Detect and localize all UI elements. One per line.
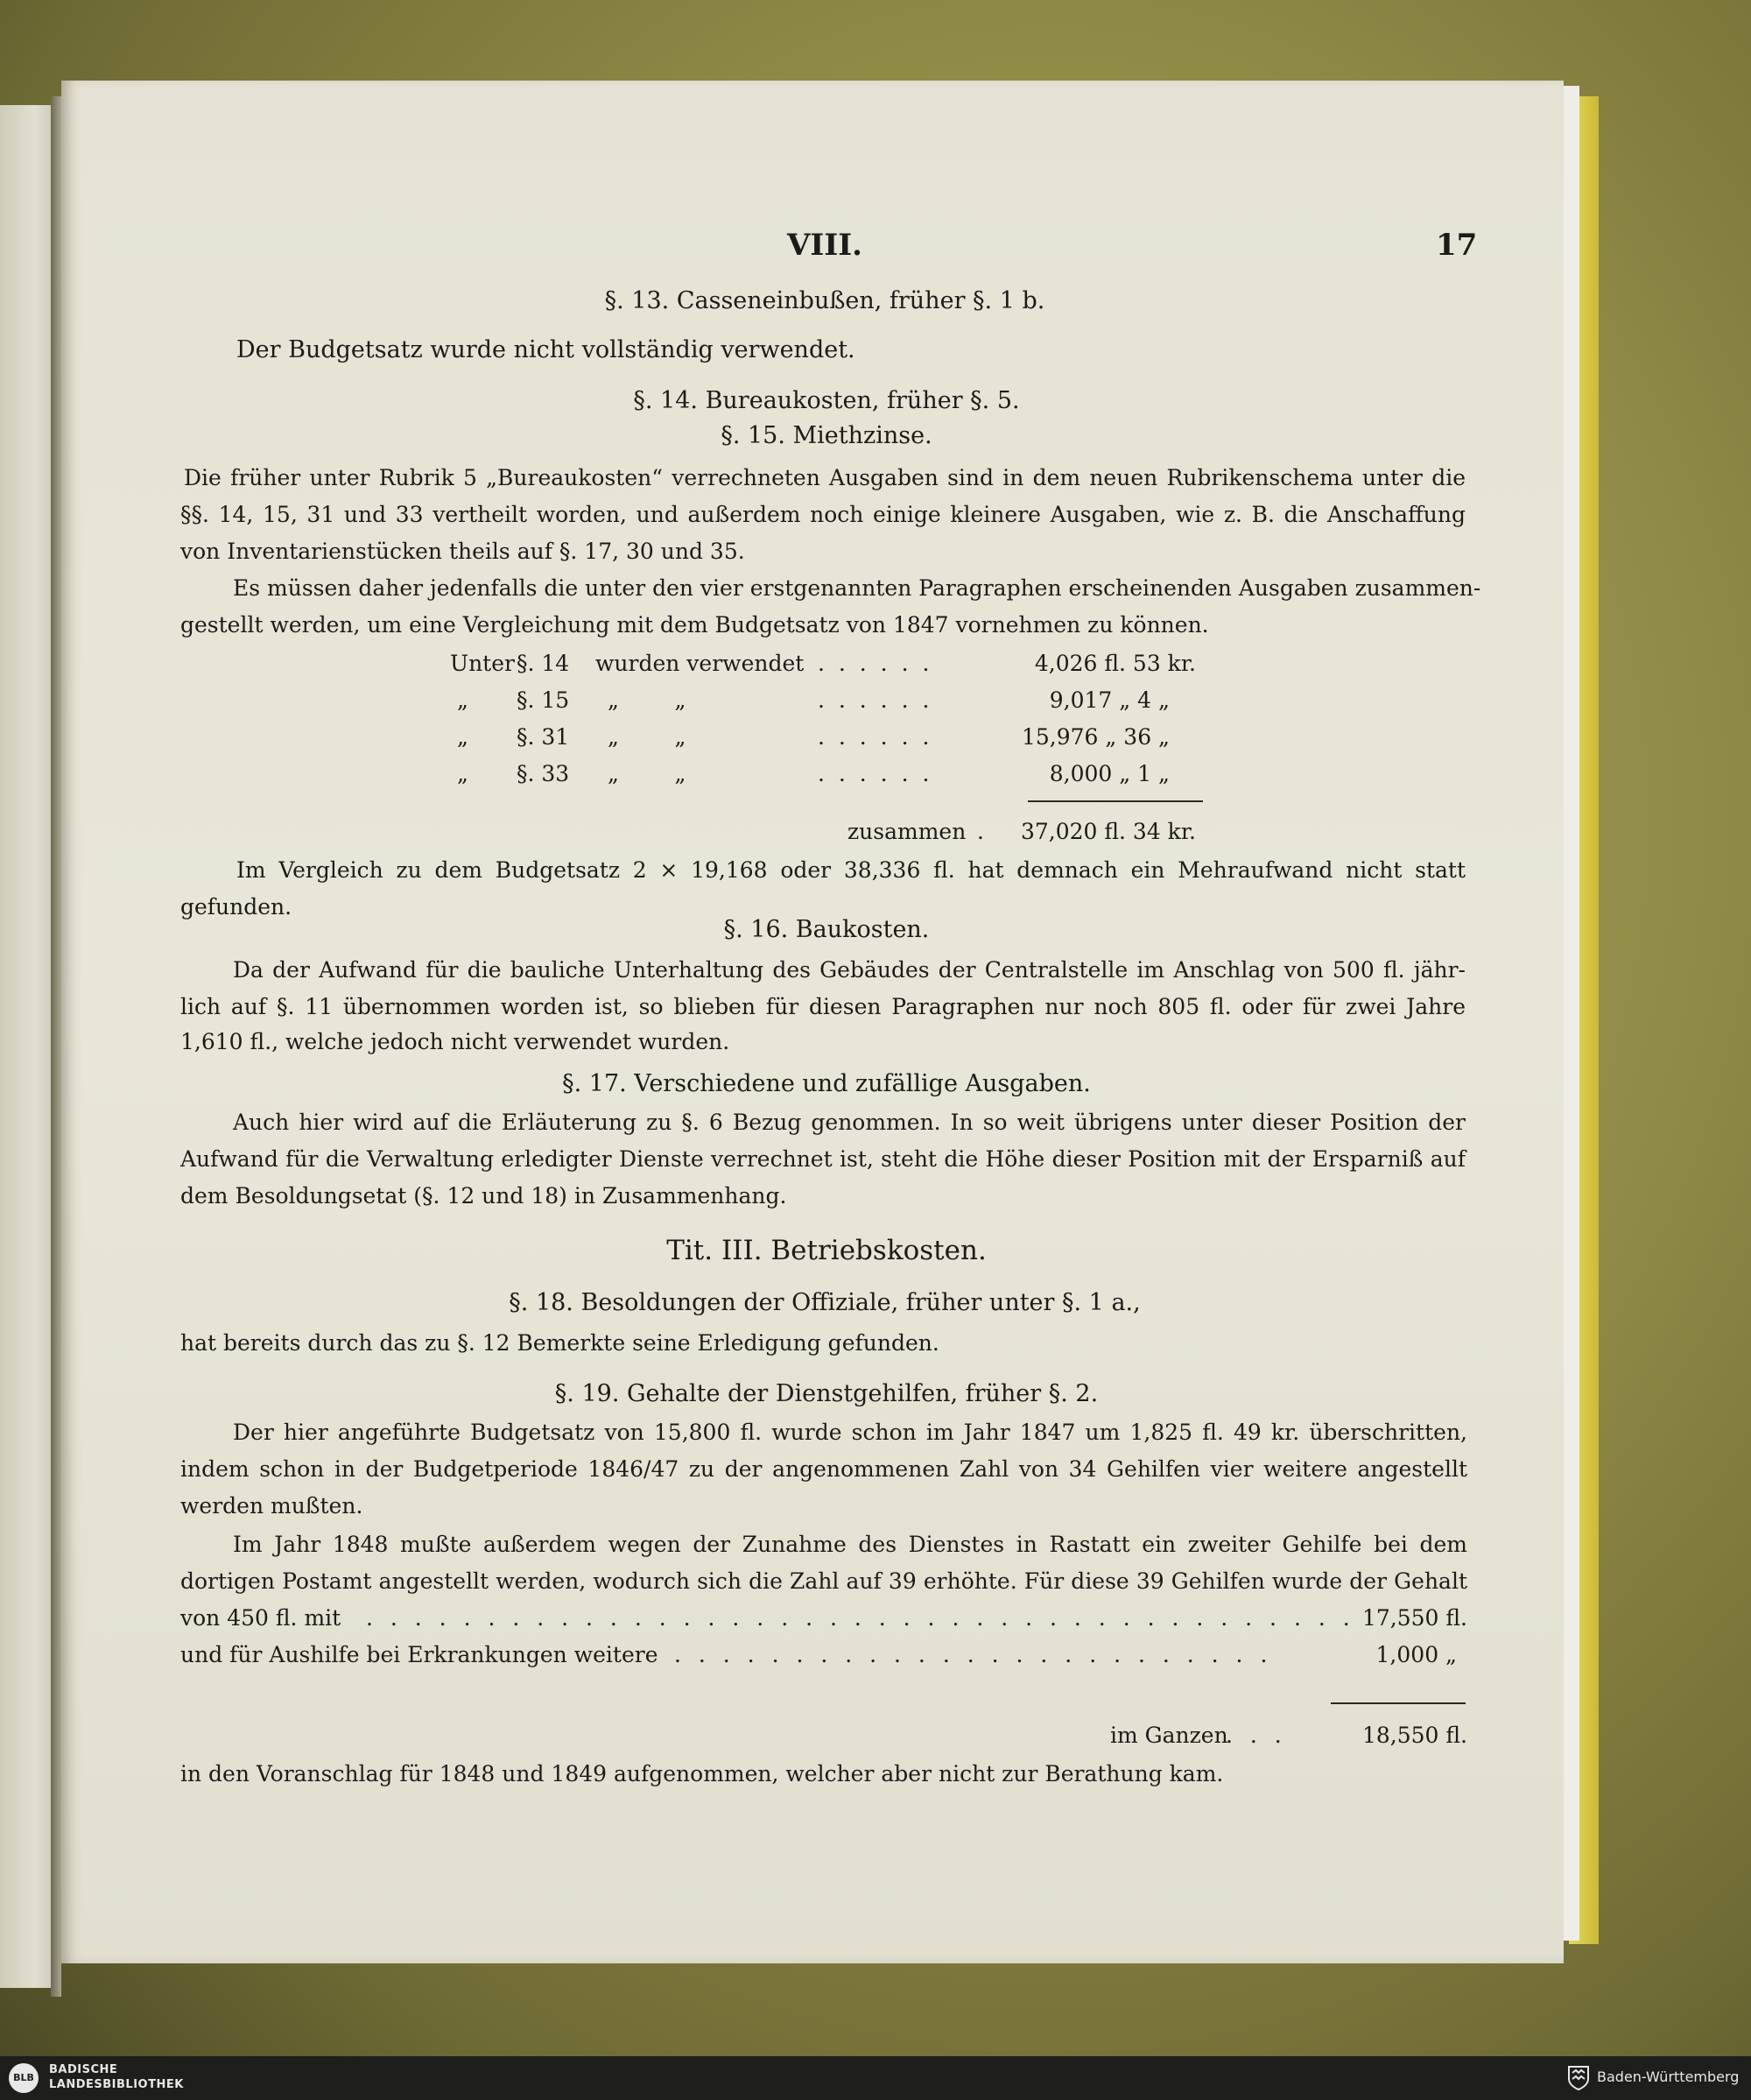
paragraph-17-line: dem Besoldungsetat (§. 12 und 18) in Zusammenhang.	[180, 1183, 787, 1209]
calc-dots: . . . . . . . . . . . . . . . . . . . . . . . . .	[674, 1642, 1273, 1667]
paragraph-16-line: lich auf §. 11 übernommen worden ist, so blieben für diesen Paragraphen nur noch 805 fl. oder für zwei Jahre	[180, 994, 1466, 1019]
paragraph-15-line: Es müssen daher jedenfalls die unter den vier erstgenannten Paragraphen erscheinenden Ausgaben zusammen-	[233, 575, 1481, 601]
blb-logo-icon[interactable]: BLB	[9, 2063, 39, 2093]
viewer-footer	[0, 2056, 1751, 2100]
paragraph-19-line: indem schon in der Budgetperiode 1846/47 zu der angenommenen Zahl von 34 Gehilfen vier weitere angestellt	[180, 1456, 1467, 1482]
paragraph-16-heading: §. 16. Baukosten.	[723, 916, 930, 943]
row-label: „ „	[608, 761, 686, 786]
total-label: zusammen	[847, 819, 967, 844]
total-amount: 37,020 fl. 34 kr.	[1020, 819, 1196, 844]
row-prefix: „	[457, 687, 468, 713]
row-amount: 15,976 „ 36 „	[1021, 724, 1170, 750]
paragraph-17-line: Auch hier wird auf die Erläuterung zu §. 6 Bezug genommen. In so weit übrigens unter dieser Position der	[233, 1110, 1466, 1135]
paragraph-15-line: gestellt werden, um eine Vergleichung mit dem Budgetsatz von 1847 vornehmen zu können.	[180, 612, 1209, 638]
calc-total-dots: . . .	[1226, 1723, 1287, 1748]
row-label: wurden verwendet	[595, 651, 805, 676]
row-paragraph: §. 15	[517, 687, 570, 713]
baden-wuerttemberg-logo-icon	[1567, 2065, 1590, 2091]
calc-amount: 1,000 „	[1375, 1642, 1457, 1667]
document-page	[61, 81, 1564, 1963]
paragraph-17-line: Aufwand für die Verwaltung erledigter Dienste verrechnet ist, steht die Höhe dieser Position mit der Ersparniß auf	[180, 1146, 1466, 1172]
paragraph-19-line: Im Jahr 1848 mußte außerdem wegen der Zunahme des Dienstes in Rastatt ein zweiter Gehilfe bei dem	[233, 1532, 1467, 1557]
left-page-edge	[0, 105, 58, 1988]
comparison-line: Im Vergleich zu dem Budgetsatz 2 × 19,168 oder 38,336 fl. hat demnach ein Mehraufwand nicht statt	[236, 857, 1466, 883]
row-dots: . . . . . .	[818, 761, 933, 786]
paragraph-16-line: 1,610 fl., welche jedoch nicht verwendet wurden.	[180, 1029, 730, 1054]
calc-total-amount: 18,550 fl.	[1361, 1723, 1467, 1748]
comparison-line: gefunden.	[180, 894, 292, 920]
calc-label: von 450 fl. mit	[180, 1605, 341, 1631]
paragraph-18-heading: §. 18. Besoldungen der Offiziale, früher unter §. 1 a.,	[509, 1289, 1141, 1316]
row-label: „ „	[608, 724, 686, 750]
section-header: VIII.	[787, 228, 862, 263]
calc-dots: . . . . . . . . . . . . . . . . . . . . . . . . . . . . . . . . . . . . . . . . .	[366, 1605, 1355, 1631]
paragraph-19-line: Der hier angeführte Budgetsatz von 15,800 fl. wurde schon im Jahr 1847 um 1,825 fl. 49 kr. überschritten,	[233, 1420, 1467, 1445]
row-prefix: „	[457, 724, 468, 750]
page-number: 17	[1436, 228, 1478, 263]
row-amount: 8,000 „ 1 „	[1049, 761, 1170, 786]
paragraph-16-line: Da der Aufwand für die bauliche Unterhaltung des Gebäudes der Centralstelle im Anschlag von 500 fl. jähr-	[233, 957, 1466, 983]
paragraph-17-heading: §. 17. Verschiedene und zufällige Ausgaben.	[562, 1070, 1091, 1097]
calc-total-label: im Ganzen	[1110, 1723, 1228, 1748]
row-paragraph: §. 31	[517, 724, 570, 750]
paragraph-19-line: werden mußten.	[180, 1493, 363, 1519]
row-dots: . . . . . .	[818, 687, 933, 713]
row-label: „ „	[608, 687, 686, 713]
paragraph-19-heading: §. 19. Gehalte der Dienstgehilfen, früher §. 2.	[554, 1380, 1099, 1407]
library-name-line1: BADISCHE	[49, 2063, 118, 2076]
final-line: in den Voranschlag für 1848 und 1849 aufgenommen, welcher aber nicht zur Berathung kam.	[180, 1761, 1224, 1786]
row-prefix: Unter	[450, 651, 515, 676]
row-dots: . . . . . .	[818, 724, 933, 750]
paragraph-19-line: dortigen Postamt angestellt werden, wodurch sich die Zahl auf 39 erhöhte. Für diese 39 Gehilfen wurde der Gehalt	[180, 1568, 1467, 1594]
library-name-line2: LANDESBIBLIOTHEK	[49, 2078, 184, 2091]
row-amount: 9,017 „ 4 „	[1049, 687, 1170, 713]
paragraph-15-line: Die früher unter Rubrik 5 „Bureaukosten“ verrechneten Ausgaben sind in dem neuen Rubrikenschema unter die	[184, 465, 1466, 490]
calc-amount: 17,550 fl.	[1361, 1605, 1467, 1631]
row-prefix: „	[457, 761, 468, 786]
calc-sum-rule	[1331, 1702, 1466, 1704]
row-amount: 4,026 fl. 53 kr.	[1034, 651, 1196, 676]
row-paragraph: §. 33	[517, 761, 570, 786]
total-dot: .	[977, 819, 984, 844]
sum-rule	[1028, 800, 1203, 802]
row-dots: . . . . . .	[818, 651, 933, 676]
book-spine	[51, 96, 61, 1997]
paragraph-15-line: §§. 14, 15, 31 und 33 vertheilt worden, und außerdem noch einige kleinere Ausgaben, wie z. B. die Anschaffung	[180, 502, 1466, 527]
row-paragraph: §. 14	[517, 651, 570, 676]
paragraph-14-heading: §. 14. Bureaukosten, früher §. 5.	[633, 387, 1020, 414]
paragraph-13-text: Der Budgetsatz wurde nicht vollständig verwendet.	[236, 336, 855, 363]
calc-label: und für Aushilfe bei Erkrankungen weitere	[180, 1642, 658, 1667]
state-name: Baden-Württemberg	[1597, 2068, 1740, 2085]
paragraph-15-line: von Inventarienstücken theils auf §. 17, 30 und 35.	[180, 539, 745, 564]
title-heading: Tit. III. Betriebskosten.	[666, 1235, 987, 1266]
paragraph-18-text: hat bereits durch das zu §. 12 Bemerkte seine Erledigung gefunden.	[180, 1330, 939, 1356]
paragraph-13-heading: §. 13. Casseneinbußen, früher §. 1 b.	[604, 287, 1045, 314]
paragraph-15-heading: §. 15. Miethzinse.	[721, 422, 932, 449]
